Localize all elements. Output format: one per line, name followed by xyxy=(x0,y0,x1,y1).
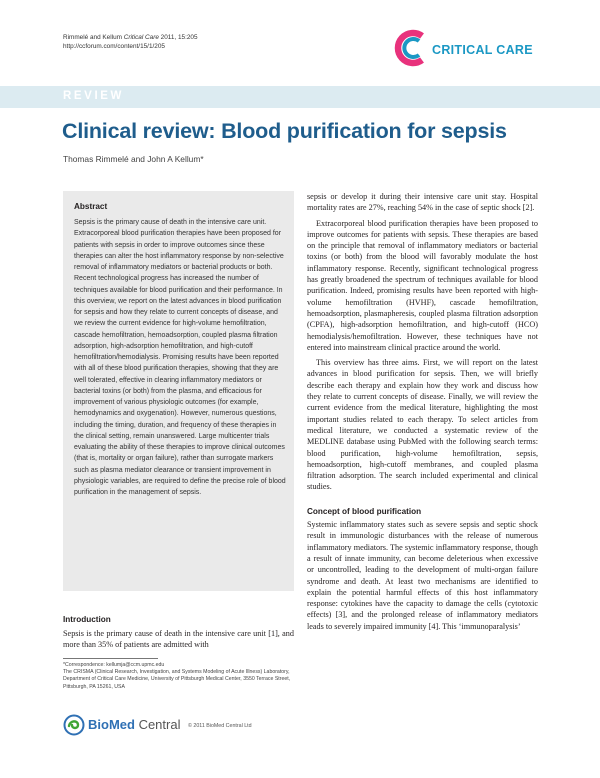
abstract-heading: Abstract xyxy=(74,202,108,211)
body-paragraph: sepsis or develop it during their intensive care unit stay. Hospital mortality rates are 27%, reaching 54% in the case of septic shock [2]. xyxy=(307,192,538,213)
footnote-divider xyxy=(63,658,158,659)
biomed-central-logo xyxy=(63,714,203,736)
article-title: Clinical review: Blood purification for sepsis xyxy=(62,119,507,143)
body-paragraph: Extracorporeal blood purification therapies have been proposed to improve outcomes for patients with sepsis. These therapies are based on the principle that removal of inflammatory mediators or bacterial toxins (or both) from the blood will favorably modulate the host inflammatory response. Recently, significant technological progress has greatly broadened the spectrum of techniques available for blood purification. Indeed, promising results have been reported with high-volume hemofiltration (HVHF), cascade hemofiltration, hemoadsorption, plasmapheresis, coupled plasma filtration adsorption (CPFA), high-adsorption hemofiltration, and high-cutoff (HCO) hemodialysis/hemofiltration. However, these techniques have not entered into mainstream clinical practice around the world. xyxy=(307,218,538,352)
body-paragraph: This overview has three aims. First, we will report on the latest advances in blood purification for sepsis. Then, we will briefly describe each therapy and explain how they work and discuss how they relate to current concepts of disease. Finally, we will review the current evidence from the medical literature, highlighting the most important studies related to each therapy. To select articles from medical literature, we conducted a systematic review of the MEDLINE database using PubMed with the following search terms: blood purification, high-volume hemofiltration, sepsis, hemoadsorption, high-cutoff membranes, and coupled plasma filtration adsorption. The search included experimental and clinical studies. xyxy=(307,358,538,492)
abstract-box xyxy=(63,191,294,591)
citation-journal: Critical Care xyxy=(123,34,159,41)
section-heading: Concept of blood purification xyxy=(307,506,422,516)
section-paragraph: Systemic inflammatory states such as severe sepsis and septic shock result in immunologic disturbances with the release of numerous inflammatory mediators. The systemic inflammatory response, though a result of innate immunity, can become deleterious when excessive or uncontrolled, leading to the development of multi-organ failure syndrome and death. At least two mechanisms are identified to explain the potential harmful effects of this host inflammatory response: cytokines have the capacity to damage the cells (cytotoxic effects) [3], and the prolonged release of inflammatory mediators leads to severely impaired immunity [4]. This ‘immunoparalysis’ xyxy=(307,520,538,631)
abstract-text xyxy=(74,217,286,498)
citation-line xyxy=(63,33,198,42)
article-url[interactable]: http://ccforum.com/content/15/1/205 xyxy=(63,43,165,50)
publisher-name xyxy=(88,717,180,732)
article-authors: Thomas Rimmelé and John A Kellum* xyxy=(63,154,204,164)
citation-block xyxy=(63,33,198,51)
critical-care-c-icon xyxy=(392,28,432,68)
publisher-name-central: Central xyxy=(134,717,181,732)
correspondence-note: *Correspondence: kellumja@ccm.upmc.edu xyxy=(63,662,165,668)
journal-logo-text: CRITICAL CARE xyxy=(432,43,533,57)
article-type-band xyxy=(0,86,600,108)
citation-authors: Rimmelé and Kellum xyxy=(63,34,124,41)
introduction-text: Sepsis is the primary cause of death in the intensive care unit [1], and more than 35% of patients are admitted with xyxy=(63,629,294,650)
introduction-heading: Introduction xyxy=(63,615,111,624)
critical-care-logo xyxy=(392,28,552,68)
article-type-label: REVIEW xyxy=(63,90,124,102)
copyright-notice: © 2011 BioMed Central Ltd xyxy=(188,723,252,729)
right-column xyxy=(307,191,538,632)
biomed-central-swirl-icon xyxy=(63,714,85,736)
abstract-paragraph: Sepsis is the primary cause of death in the intensive care unit. Extracorporeal blood purification therapies have been proposed for patients with sepsis in order to improve outcomes since these therapies can alter the host inflammatory response by non-selective removal of inflammatory mediators or bacterial products or both. Recent technological progress has increased the number of techniques available for blood purification and their performance. In this overview, we report on the latest advances in blood purification for sepsis and how they relate to current concepts of disease, and we review the current evidence for high-volume hemofiltration, cascade hemofiltration, hemoadsorption, coupled plasma filtration adsorption, high-adsorption hemofiltration, and high-cutoff hemofiltration/hemodialysis. Promising results have been reported with all of these blood purification therapies, showing that they are well tolerated, effective in clearing inflammatory mediators or bacterial toxins (or both) from the plasma, and efficacious for improvement of various physiologic outcomes (for example, hemodynamics and oxygenation). However, numerous questions, including the timing, duration, and frequency of these therapies in the clinical setting, remain unanswered. Large multicenter trials evaluating the ability of these therapies to improve clinical outcomes (that is, mortality or organ failure), rather than surrogate markers such as plasma mediator clearance or transient improvement in physiologic variables, are required to define the precise role of blood purification in the management of sepsis. xyxy=(74,219,286,496)
affiliation-note: The CRISMA (Clinical Research, Investigation, and Systems Modeling of Acute Illness) Laboratory, Department of Critical Care Medicine, University of Pittsburgh Medical Center, 3550 Terrace Street, Pittsburgh, PA 15261, USA xyxy=(63,669,291,690)
footnote xyxy=(63,662,303,691)
publisher-name-bio: BioMed xyxy=(88,717,135,732)
citation-volume: 2011, 15:205 xyxy=(158,34,198,41)
